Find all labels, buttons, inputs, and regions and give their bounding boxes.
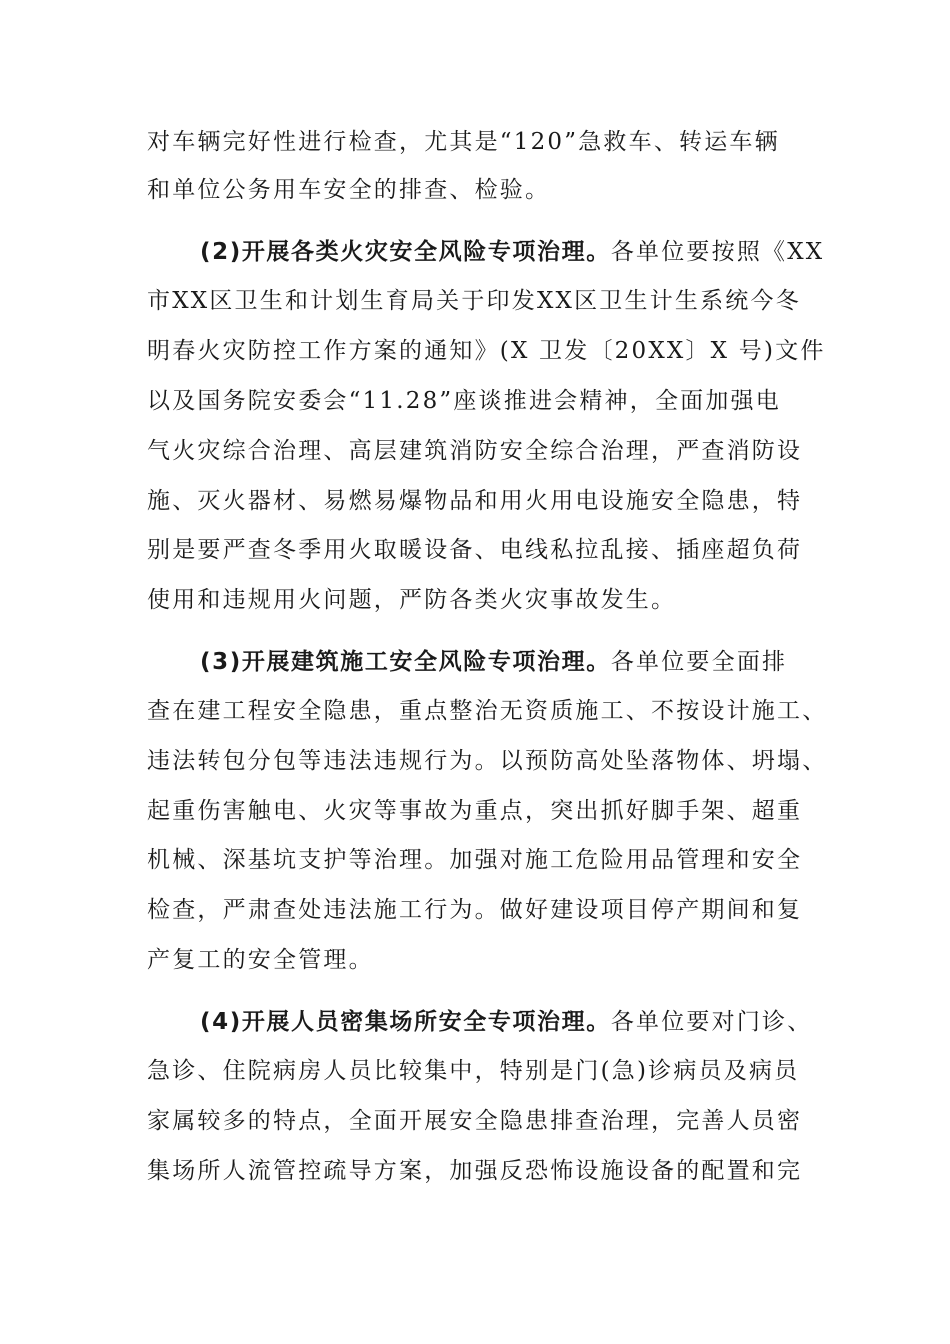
paragraph-4-line-1 [200, 997, 813, 1047]
paragraph-3-line-1 [200, 637, 807, 687]
paragraph-4-line-2: 急诊、住院病房人员比较集中，特别是门(急)诊病员及病员 [147, 1058, 800, 1084]
paragraph-2-line-6: 施、灭火器材、易燃易爆物品和用火用电设施安全隐患，特 [147, 488, 803, 514]
paragraph-4-heading: (4)开展人员密集场所安全专项治理。 [200, 1009, 611, 1035]
paragraph-2-line-3: 明春火灾防控工作方案的通知》(X 卫发〔20XX〕X 号)文件 [147, 338, 826, 364]
paragraph-3-heading: (3)开展建筑施工安全风险专项治理。 [200, 649, 611, 675]
paragraph-3-line-2: 查在建工程安全隐患，重点整治无资质施工、不按设计施工、 [147, 698, 828, 724]
paragraph-1-line-1: 对车辆完好性进行检查，尤其是“120”急救车、转运车辆 [147, 129, 780, 155]
paragraph-2-line-1 [200, 227, 825, 277]
paragraph-2-text-start: 各单位要按照《XX [610, 239, 825, 265]
paragraph-3-line-7: 产复工的安全管理。 [147, 947, 374, 973]
paragraph-3-line-5: 机械、深基坑支护等治理。加强对施工危险用品管理和安全 [147, 847, 803, 873]
paragraph-2-line-5: 气火灾综合治理、高层建筑消防安全综合治理，严查消防设 [147, 438, 803, 464]
paragraph-2-line-8: 使用和违规用火问题，严防各类火灾事故发生。 [147, 587, 677, 613]
paragraph-2-line-2: 市XX区卫生和计划生育局关于印发XX区卫生计生系统今冬 [147, 288, 801, 314]
paragraph-3-line-3: 违法转包分包等违法违规行为。以预防高处坠落物体、坍塌、 [147, 748, 828, 774]
paragraph-4-line-4: 集场所人流管控疏导方案，加强反恐怖设施设备的配置和完 [147, 1158, 803, 1184]
paragraph-4-text-start: 各单位要对门诊、 [610, 1009, 813, 1035]
paragraph-4-line-3: 家属较多的特点，全面开展安全隐患排查治理，完善人员密 [147, 1108, 803, 1134]
paragraph-2-heading: (2)开展各类火灾安全风险专项治理。 [200, 239, 611, 265]
paragraph-3-line-6: 检查，严肃查处违法施工行为。做好建设项目停产期间和复 [147, 897, 803, 923]
paragraph-3-line-4: 起重伤害触电、火灾等事故为重点，突出抓好脚手架、超重 [147, 798, 803, 824]
paragraph-2-line-7: 别是要严查冬季用火取暖设备、电线私拉乱接、插座超负荷 [147, 537, 803, 563]
paragraph-3-text-start: 各单位要全面排 [610, 649, 788, 675]
paragraph-1-line-2: 和单位公务用车安全的排查、检验。 [147, 177, 551, 203]
paragraph-2-line-4: 以及国务院安委会“11.28”座谈推进会精神，全面加强电 [147, 388, 781, 414]
